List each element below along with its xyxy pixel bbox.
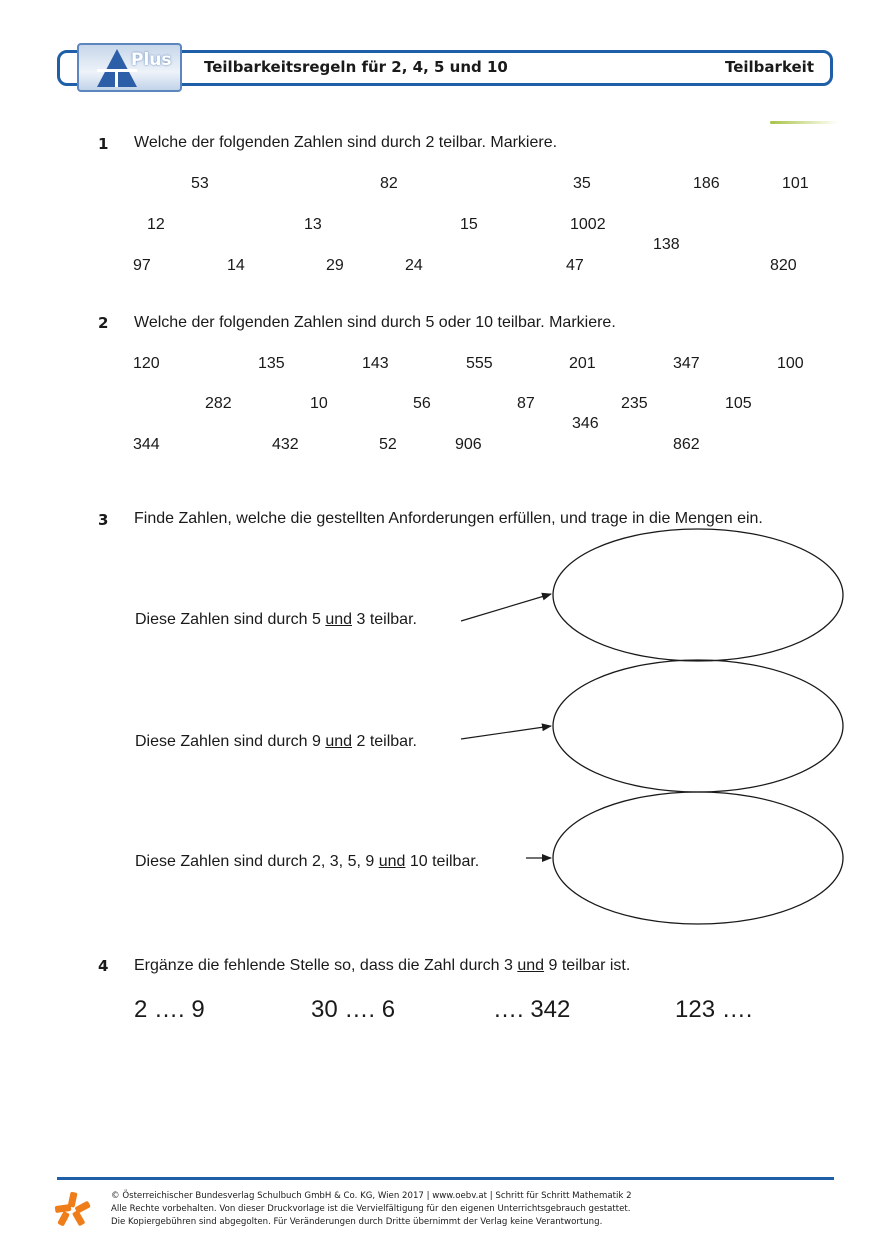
task-2-number-item[interactable]: 100 [777,355,804,372]
task-2-number-item[interactable]: 105 [725,395,752,412]
logo-label: Plus [131,50,172,70]
task-2-number-item[interactable]: 282 [205,395,232,412]
task-1-number-item[interactable]: 82 [380,175,398,192]
page-title: Teilbarkeitsregeln für 2, 4, 5 und 10 [204,58,508,76]
task-2-number-item[interactable]: 432 [272,436,299,453]
set-ellipse-1[interactable] [553,529,843,661]
task-1-number-item[interactable]: 24 [405,257,423,274]
task-1-question: Welche der folgenden Zahlen sind durch 2 teilbar. Markiere. [134,134,558,151]
task-2-number-item[interactable]: 87 [517,395,535,412]
task-1-number-item[interactable]: 1002 [570,216,606,233]
task-4-item[interactable]: 123 …. [675,996,753,1023]
task-4-item[interactable]: …. 342 [493,996,571,1023]
footer-divider [57,1177,834,1180]
set-statement-1: Diese Zahlen sind durch 5 und 3 teilbar. [135,611,417,628]
task-2-number-item[interactable]: 346 [572,415,599,432]
task-3-question: Finde Zahlen, welche die gestellten Anforderungen erfüllen, und trage in die Mengen ein. [134,510,763,527]
task-2-number-item[interactable]: 135 [258,355,285,372]
task-1-number-item[interactable]: 97 [133,257,151,274]
footer-rights: Alle Rechte vorbehalten. Von dieser Druckvorlage ist die Vervielfältigung für den eigenen Unterrichtsgebrauch gestattet. [111,1204,631,1214]
task-1-number-item[interactable]: 14 [227,257,245,274]
topic-label: Teilbarkeit [724,58,814,76]
task-1-number-item[interactable]: 29 [326,257,344,274]
task-4-number: 4 [98,957,109,975]
task-3-number: 3 [98,511,109,529]
task-2-number-item[interactable]: 344 [133,436,160,453]
arrow-2 [461,726,551,739]
footer-disclaimer: Die Kopiergebühren sind abgegolten. Für Veränderungen durch Dritte übernimmt der Verlag keine Verantwortung. [111,1217,603,1227]
task-2-number: 2 [98,314,109,332]
task-4-item[interactable]: 30 …. 6 [311,996,396,1023]
task-1-number-item[interactable]: 47 [566,257,584,274]
task-2-number-item[interactable]: 862 [673,436,700,453]
publisher-logo-icon [54,1190,92,1228]
task-2-number-item[interactable]: 143 [362,355,389,372]
decorative-line [770,121,838,124]
set-statement-2: Diese Zahlen sind durch 9 und 2 teilbar. [135,733,417,750]
task-2-number-item[interactable]: 10 [310,395,328,412]
sets-diagram [440,520,860,940]
task-1-number-item[interactable]: 820 [770,257,797,274]
arrow-1 [461,594,551,621]
set-ellipse-2[interactable] [553,660,843,792]
task-1-number-item[interactable]: 13 [304,216,322,233]
task-1-number-item[interactable]: 138 [653,236,680,253]
task-2-number-item[interactable]: 347 [673,355,700,372]
set-ellipse-3[interactable] [553,792,843,924]
footer-copyright: © Österreichischer Bundesverlag Schulbuch GmbH & Co. KG, Wien 2017 | www.oebv.at | Schritt für Schritt Mathematik 2 [111,1191,632,1201]
task-1-number: 1 [98,135,109,153]
task-4-question: Ergänze die fehlende Stelle so, dass die Zahl durch 3 und 9 teilbar ist. [134,957,631,974]
set-statement-3: Diese Zahlen sind durch 2, 3, 5, 9 und 10 teilbar. [135,853,480,870]
task-1-number-item[interactable]: 101 [782,175,809,192]
task-1-number-item[interactable]: 15 [460,216,478,233]
task-2-question: Welche der folgenden Zahlen sind durch 5 oder 10 teilbar. Markiere. [134,314,616,331]
task-2-number-item[interactable]: 56 [413,395,431,412]
task-1-number-item[interactable]: 186 [693,175,720,192]
task-2-number-item[interactable]: 52 [379,436,397,453]
task-2-number-item[interactable]: 201 [569,355,596,372]
task-1-number-item[interactable]: 53 [191,175,209,192]
task-4-item[interactable]: 2 …. 9 [134,996,205,1023]
task-2-number-item[interactable]: 906 [455,436,482,453]
task-2-number-item[interactable]: 235 [621,395,648,412]
task-2-number-item[interactable]: 120 [133,355,160,372]
task-2-number-item[interactable]: 555 [466,355,493,372]
task-1-number-item[interactable]: 35 [573,175,591,192]
task-1-number-item[interactable]: 12 [147,216,165,233]
